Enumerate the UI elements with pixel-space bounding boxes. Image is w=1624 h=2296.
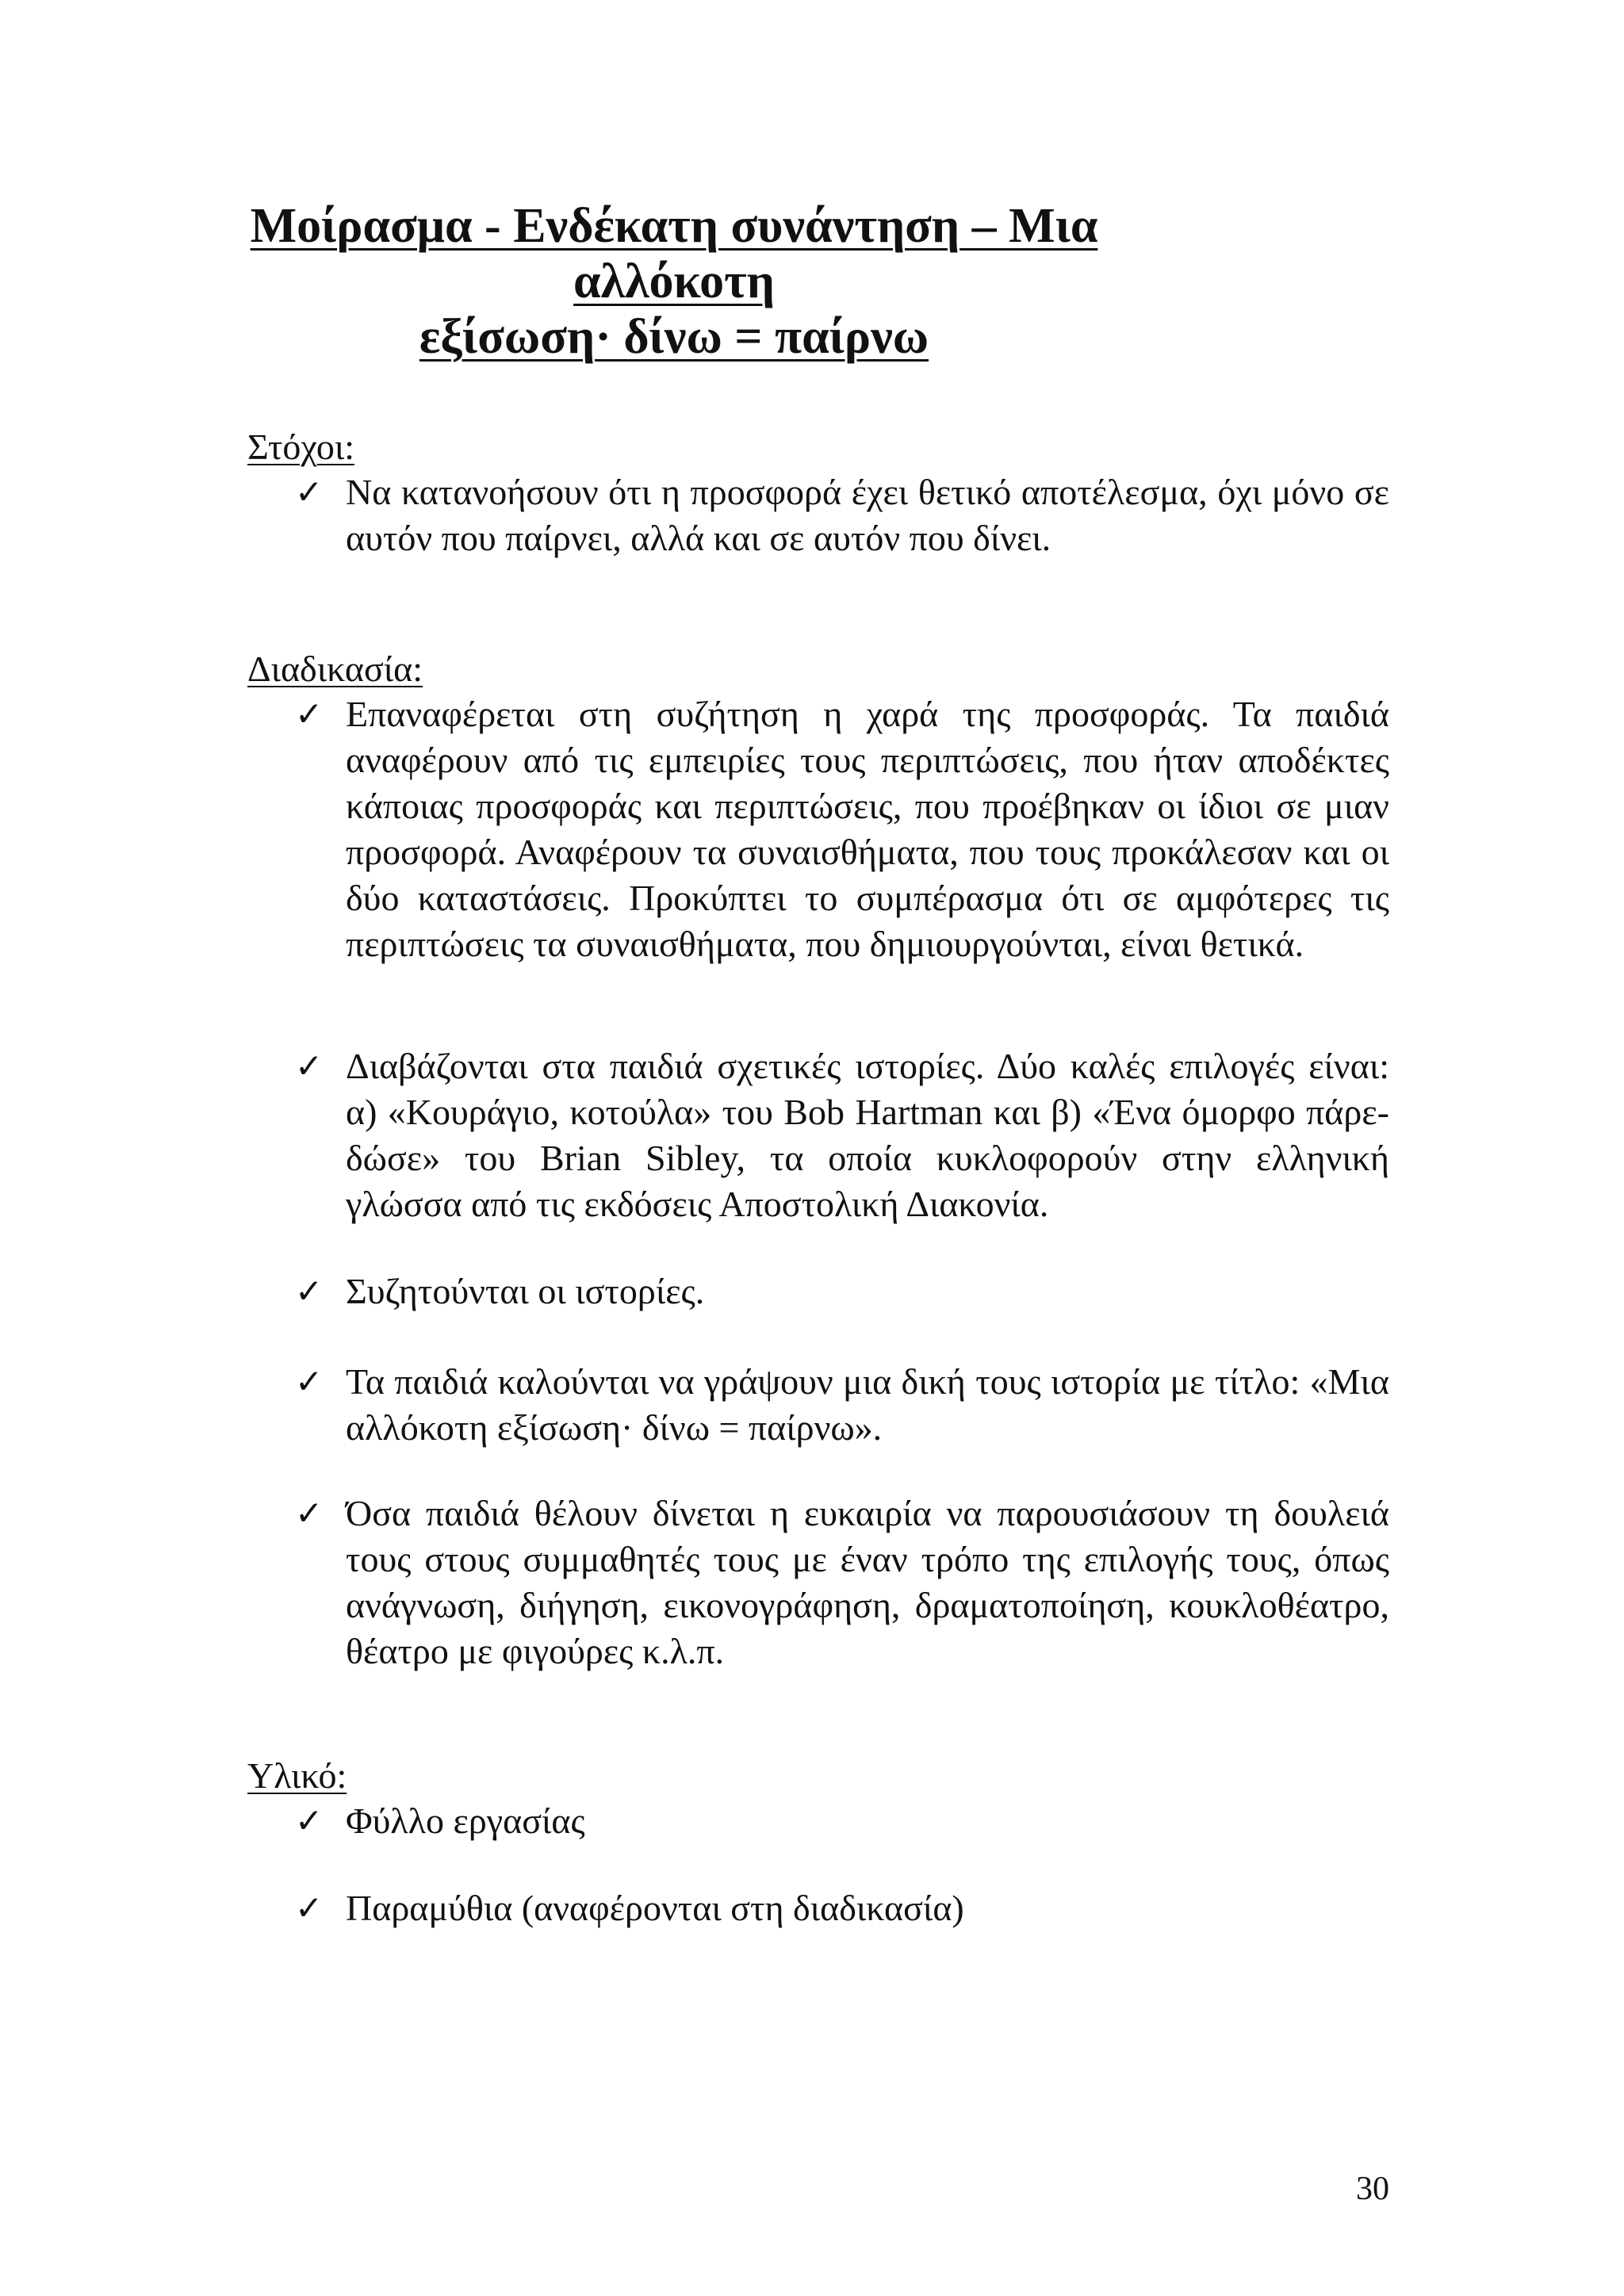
procedure-section [247,647,1389,967]
procedure-item [247,1269,1389,1314]
title-line-2: εξίσωση· δίνω = παίρνω [419,310,929,364]
procedure-item [247,1043,1389,1227]
material-item-text: Παραμύθια (αναφέρονται στη διαδικασία) [346,1888,964,1928]
goals-section [247,425,1389,561]
checkmark-icon: ✓ [295,1494,324,1533]
page-title [238,198,1110,365]
procedure-heading: Διαδικασία: [247,649,423,689]
procedure-item-text: Τα παιδιά καλούνται να γράψουν μια δική τους ιστορία με τίτλο: «Μια αλλόκοτη εξίσωση· δίνω = παίρνω». [346,1361,1389,1448]
procedure-item-text: Επαναφέρεται στη συζήτηση η χαρά της προσφοράς. Τα παιδιά αναφέρουν από τις εμπειρίες τους περιπτώσεις, που ήταν αποδέκτες κάποιας προσφοράς και περιπτώσεις, που προέβηκαν οι ίδιοι σε μιαν προσφορά. Αναφέρουν τα συναισθήματα, που τους προκάλεσαν και οι δύο καταστάσεις. Προκύπτει το συμπέρασμα ότι σε αμφότερες τις περιπτώσεις τα συναισθήματα, που δημιουργούνται, είναι θετικά. [346,694,1389,964]
material-item-text: Φύλλο εργασίας [346,1800,585,1841]
goal-item [247,469,1389,561]
checkmark-icon: ✓ [295,1801,324,1840]
procedure-section-cont [247,1490,1389,1674]
procedure-section-cont [247,1043,1389,1227]
materials-section [247,1754,1389,1844]
procedure-item-text: Διαβάζονται στα παιδιά σχετικές ιστορίες. Δύο καλές επιλογές είναι: α) «Κουράγιο, κοτούλα» του Bob Hartman και β) «Ένα όμορφο πάρε-δώσε» του Brian Sibley, τα οποία κυκλοφορούν στην ελληνική γλώσσα από τις εκδόσεις Αποστολική Διακονία. [346,1046,1389,1224]
procedure-item [247,1490,1389,1674]
checkmark-icon: ✓ [295,1362,324,1401]
title-line-1: Μοίρασμα - Ενδέκατη συνάντηση – Μια αλλόκοτη [250,199,1098,308]
procedure-item [247,691,1389,967]
procedure-section-cont [247,1269,1389,1314]
material-item [247,1885,1389,1931]
page-number: 30 [1356,2171,1389,2207]
checkmark-icon: ✓ [295,1272,324,1311]
materials-heading: Υλικό: [247,1755,347,1796]
material-item [247,1798,1389,1844]
goal-item-text: Να κατανοήσουν ότι η προσφορά έχει θετικό αποτέλεσμα, όχι μόνο σε αυτόν που παίρνει, αλλά και σε αυτόν που δίνει. [346,472,1389,558]
procedure-item [247,1359,1389,1451]
procedure-section-cont [247,1359,1389,1451]
procedure-item-text: Όσα παιδιά θέλουν δίνεται η ευκαιρία να παρουσιάσουν τη δουλειά τους στους συμμαθητές τους με έναν τρόπο της επιλογής τους, όπως ανάγνωση, διήγηση, εικονογράφηση, δραματοποίηση, κουκλοθέατρο, θέατρο με φιγούρες κ.λ.π. [346,1493,1389,1671]
goals-heading: Στόχοι: [247,427,354,467]
checkmark-icon: ✓ [295,1888,324,1927]
materials-section-cont [247,1885,1389,1931]
checkmark-icon: ✓ [295,473,324,511]
checkmark-icon: ✓ [295,1047,324,1085]
checkmark-icon: ✓ [295,695,324,733]
procedure-item-text: Συζητούνται οι ιστορίες. [346,1271,705,1311]
